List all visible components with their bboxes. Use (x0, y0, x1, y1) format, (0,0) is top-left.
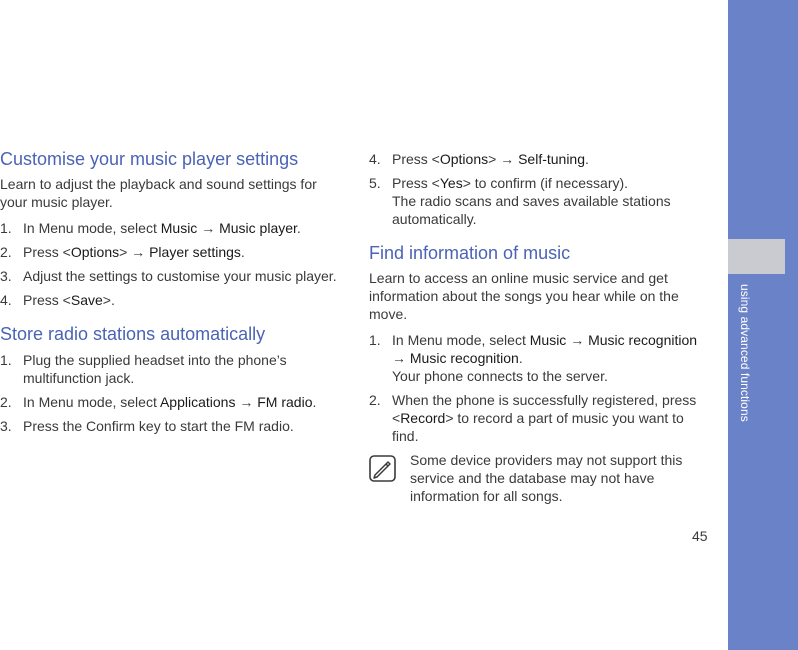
steps-music (369, 331, 699, 445)
steps-radio (0, 351, 340, 435)
note-box (369, 451, 699, 505)
section-title-radio: Store radio stations automatically (0, 324, 266, 344)
step-item: 3. Press the Confirm key to start the FM radio. (0, 418, 294, 434)
section-tab-marker (728, 239, 785, 274)
page-number: 45 (692, 528, 708, 544)
step-item: 1. In Menu mode, select Music → Music player. (0, 220, 301, 236)
section-label: using advanced functions (738, 284, 752, 422)
section-title-music: Find information of music (369, 243, 571, 263)
section-title-player: Customise your music player settings (0, 149, 299, 169)
left-column (0, 146, 340, 441)
step-item: 4. Press <Save>. (0, 292, 115, 308)
step-item: 1. In Menu mode, select Music → Music recognition → Music recognition. Your phone connects to the server. (369, 332, 698, 384)
step-item: 3. Adjust the settings to customise your music player. (0, 268, 337, 284)
section-intro-music: Learn to access an online music service and get information about the songs you hear while on the move. (369, 270, 679, 322)
section-intro-player: Learn to adjust the playback and sound settings for your music player. (0, 176, 317, 210)
note-text: Some device providers may not support this service and the database may not have information for all songs. (410, 452, 683, 504)
steps-radio-continued (369, 150, 699, 228)
step-item: 2. Press <Options> → Player settings. (0, 244, 245, 260)
step-item: 1. Plug the supplied headset into the phone’s multifunction jack. (0, 352, 287, 386)
step-item: 2. In Menu mode, select Applications → FM radio. (0, 394, 317, 410)
steps-player (0, 219, 340, 309)
note-pencil-icon (369, 455, 396, 482)
step-item: 4. Press <Options> → Self-tuning. (369, 151, 589, 167)
right-column (369, 146, 699, 505)
step-item: 2. When the phone is successfully registered, press <Record> to record a part of music you want to find. (369, 392, 697, 444)
step-item: 5. Press <Yes> to confirm (if necessary). The radio scans and saves available stations automatically. (369, 175, 671, 227)
